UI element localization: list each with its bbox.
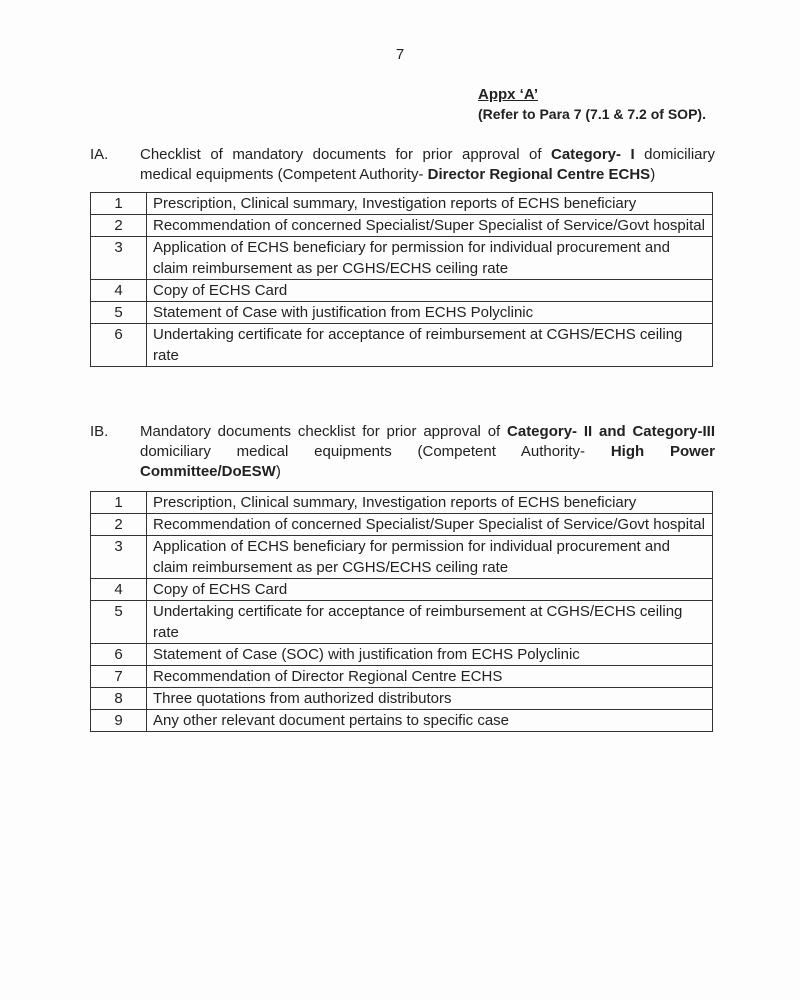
table-row bbox=[91, 302, 713, 324]
row-number: 2 bbox=[91, 215, 147, 237]
section-ia-category: Category- I bbox=[551, 146, 635, 163]
row-text: Prescription, Clinical summary, Investigation reports of ECHS beneficiary bbox=[147, 193, 713, 215]
section-ia-text-part: ) bbox=[650, 166, 656, 183]
section-ib-authority: High Power Committee/DoESW bbox=[140, 443, 715, 480]
table-row bbox=[91, 644, 713, 666]
table-row bbox=[91, 324, 713, 367]
section-ib-category: Category- II and Category-III bbox=[507, 423, 715, 440]
table-row bbox=[91, 579, 713, 601]
section-ib-text-part: Mandatory documents checklist for prior approval of bbox=[140, 423, 508, 440]
section-ib-text-part: domiciliary medical equipments (Competent Authority- bbox=[140, 443, 611, 460]
row-number: 6 bbox=[91, 644, 147, 666]
section-ib-text bbox=[140, 422, 715, 482]
row-text: Any other relevant document pertains to specific case bbox=[147, 710, 713, 732]
row-text: Prescription, Clinical summary, Investigation reports of ECHS beneficiary bbox=[147, 492, 713, 514]
section-ia-text-part: Checklist of mandatory documents for prior approval of bbox=[140, 146, 551, 163]
row-number: 4 bbox=[91, 579, 147, 601]
section-ib-number: IB. bbox=[90, 423, 109, 440]
row-number: 6 bbox=[91, 324, 147, 367]
section-ia-authority: Director Regional Centre ECHS bbox=[427, 166, 651, 183]
row-text: Three quotations from authorized distributors bbox=[147, 688, 713, 710]
table-row bbox=[91, 601, 713, 644]
row-number: 7 bbox=[91, 666, 147, 688]
table-row bbox=[91, 215, 713, 237]
row-text: Recommendation of concerned Specialist/Super Specialist of Service/Govt hospital bbox=[147, 514, 713, 536]
row-number: 9 bbox=[91, 710, 147, 732]
row-text: Application of ECHS beneficiary for permission for individual procurement and claim reimbursement as per CGHS/ECHS ceiling rate bbox=[147, 536, 713, 579]
table-row bbox=[91, 237, 713, 280]
row-text: Recommendation of Director Regional Centre ECHS bbox=[147, 666, 713, 688]
table-row bbox=[91, 514, 713, 536]
table-row bbox=[91, 193, 713, 215]
row-text: Statement of Case (SOC) with justification from ECHS Polyclinic bbox=[147, 644, 713, 666]
section-ia-checklist-table bbox=[90, 192, 713, 367]
row-number: 5 bbox=[91, 601, 147, 644]
row-text: Recommendation of concerned Specialist/Super Specialist of Service/Govt hospital bbox=[147, 215, 713, 237]
row-text: Copy of ECHS Card bbox=[147, 579, 713, 601]
page-number: 7 bbox=[395, 46, 405, 63]
section-ib-text-part: ) bbox=[275, 463, 281, 480]
row-text: Application of ECHS beneficiary for permission for individual procurement and claim reimbursement as per CGHS/ECHS ceiling rate bbox=[147, 237, 713, 280]
section-ia-number: IA. bbox=[90, 146, 109, 163]
row-number: 5 bbox=[91, 302, 147, 324]
appendix-title: Appx ‘A’ bbox=[478, 86, 539, 103]
table-row bbox=[91, 666, 713, 688]
row-number: 4 bbox=[91, 280, 147, 302]
section-ia-heading bbox=[90, 145, 715, 185]
row-number: 1 bbox=[91, 193, 147, 215]
row-number: 8 bbox=[91, 688, 147, 710]
row-text: Statement of Case with justification from ECHS Polyclinic bbox=[147, 302, 713, 324]
table-row bbox=[91, 280, 713, 302]
row-text: Undertaking certificate for acceptance of reimbursement at CGHS/ECHS ceiling rate bbox=[147, 324, 713, 367]
section-ib-heading bbox=[90, 422, 715, 482]
row-number: 3 bbox=[91, 237, 147, 280]
section-ia-text-part: domiciliary medical equipments (Competent Authority- bbox=[140, 146, 715, 183]
section-ia-text bbox=[140, 145, 715, 185]
table-row bbox=[91, 688, 713, 710]
appendix-reference: (Refer to Para 7 (7.1 & 7.2 of SOP). bbox=[478, 106, 706, 122]
row-number: 1 bbox=[91, 492, 147, 514]
row-number: 2 bbox=[91, 514, 147, 536]
table-row bbox=[91, 710, 713, 732]
table-row bbox=[91, 492, 713, 514]
section-ib-checklist-table bbox=[90, 491, 713, 732]
table-row bbox=[91, 536, 713, 579]
row-text: Undertaking certificate for acceptance of reimbursement at CGHS/ECHS ceiling rate bbox=[147, 601, 713, 644]
row-text: Copy of ECHS Card bbox=[147, 280, 713, 302]
row-number: 3 bbox=[91, 536, 147, 579]
